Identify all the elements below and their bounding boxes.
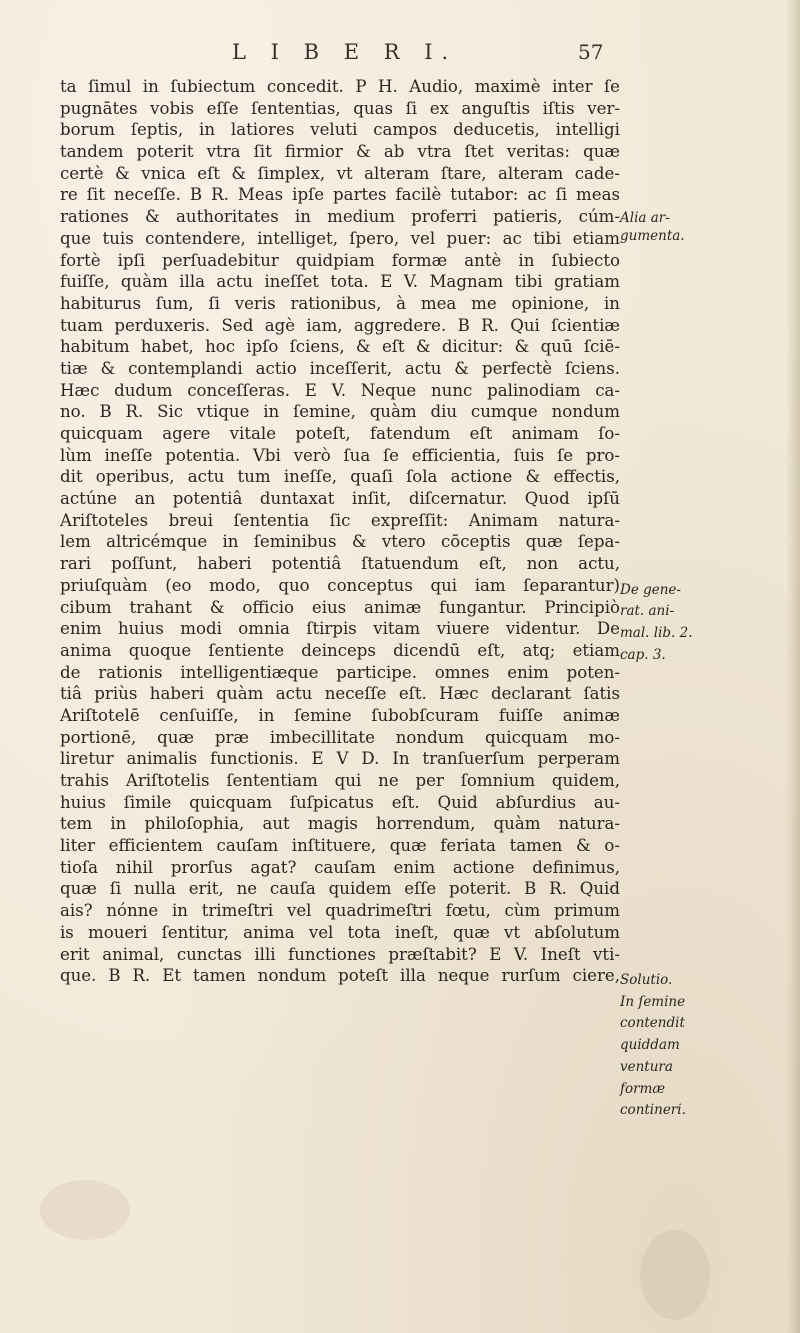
running-head-title: L I B E R I. [232, 40, 458, 64]
running-head [0, 40, 800, 66]
margin-note-in-semine-line: contendit [620, 1015, 685, 1031]
text-line: tiâ priùs haberi quàm actu neceſſe eſt. Hæc declarant ſatis [60, 684, 620, 704]
text-line: priuſquàm (eo modo, quo conceptus qui iam ſeparantur) [60, 575, 620, 595]
text-line: cibum trahant & officio eius animæ fungantur. Principiò [60, 597, 620, 617]
text-line: rationes & authoritates in medium proferri patieris, cúm- [60, 207, 620, 227]
text-line: is moueri ſentitur, anima vel tota ineſt, quæ vt abſolutum [60, 922, 620, 942]
text-line: tiæ & contemplandi actio inceſſerit, actu & perfectè ſciens. [60, 358, 620, 378]
text-line: no. B R. Sic vtique in ſemine, quàm diu cumque nondum [60, 402, 620, 422]
margin-note-alia-argumenta-line: Alia ar- [620, 210, 670, 226]
text-line: Ariſtoteles breui ſententia ſic expreſſit: Animam natura- [60, 510, 620, 530]
page-number: 57 [578, 40, 604, 64]
margin-note-in-semine-line: quiddam [620, 1037, 680, 1053]
text-line: habiturus ſum, ſi veris rationibus, à mea me opinione, in [60, 293, 620, 313]
paper-stain [640, 1230, 710, 1320]
text-line: ta ſimul in ſubiectum concedit. P H. Audio, maximè inter ſe [60, 77, 620, 96]
margin-note-in-semine-line: ventura [620, 1059, 673, 1075]
text-line: huius ſimile quicquam ſuſpicatus eſt. Quid abſurdius au- [60, 792, 620, 812]
text-line: fortè ipſi perſuadebitur quidpiam formæ antè in ſubiecto [60, 250, 620, 270]
text-line: que tuis contendere, intelliget, ſpero, vel puer: ac tibi etiam [60, 228, 620, 248]
text-line: fuiſſe, quàm illa actu ineſſet tota. E V. Magnam tibi gratiam [60, 272, 620, 292]
margin-note-in-semine-line: In ſemine [620, 994, 686, 1010]
text-line: quicquam agere vitale poteſt, fatendum eſt animam ſo- [60, 424, 620, 443]
text-line: tuam perduxeris. Sed agè iam, aggredere. B R. Qui ſcientiæ [60, 315, 620, 335]
margin-note-alia-argumenta-line: gumenta. [620, 228, 685, 244]
text-line: lùm ineſſe potentia. Vbi verò ſua ſe efficientia, ſuis ſe pro- [60, 445, 620, 465]
text-line: tem in philoſophia, aut magis horrendum, quàm natura- [60, 814, 620, 834]
text-line: habitum habet, hoc ipſo ſciens, & eſt & dicitur: & quū ſciē- [60, 337, 620, 357]
text-line: de rationis intelligentiæque participe. omnes enim poten- [60, 662, 620, 682]
text-line: trahis Ariſtotelis ſententiam qui ne per ſomnium quidem, [60, 771, 620, 790]
text-line: anima quoque ſentiente deinceps dicendū eſt, atq; etiam [60, 640, 620, 660]
text-line: quæ ſi nulla erit, ne cauſa quidem eſſe poterit. B R. Quid [60, 879, 620, 899]
margin-note-de-generatione-line: cap. 3. [620, 647, 666, 663]
text-line: Hæc dudum conceſſeras. E V. Neque nunc palinodiam ca- [60, 380, 620, 400]
text-line: erit animal, cunctas illi functiones præſtabit? E V. Ineſt vti- [60, 944, 620, 964]
text-line: actúne an potentiâ duntaxat inſit, diſcernatur. Quod ipſū [60, 489, 620, 509]
text-line: tioſa nihil prorſus agat? cauſam enim actione definimus, [60, 857, 620, 877]
text-line: liretur animalis functionis. E V D. In tranſuerſum perperam [60, 749, 620, 769]
page-edge-shadow [786, 0, 800, 1333]
text-line: tandem poterit vtra ſit firmior & ab vtra ſtet veritas: quæ [60, 142, 620, 162]
margin-note-de-generatione-line: rat. ani- [620, 603, 675, 619]
text-line: borum ſeptis, in latiores veluti campos deducetis, intelligi [60, 120, 620, 140]
text-line: portionē, quæ præ imbecillitate nondum quicquam mo- [60, 727, 620, 747]
text-line: rari poſſunt, haberi potentiâ ſtatuendum eſt, non actu, [60, 554, 620, 574]
text-line: certè & vnica eſt & ſimplex, vt alteram ſtare, alteram cade- [60, 163, 620, 183]
paper-stain [40, 1180, 130, 1240]
text-line: liter efficientem cauſam inſtituere, quæ feriata tamen & o- [60, 836, 620, 856]
margin-note-de-generatione-line: mal. lib. 2. [620, 625, 693, 641]
text-line: que. B R. Et tamen nondum poteſt illa neque rurſum ciere, [60, 966, 620, 986]
margin-note-solutio: Solutio. [620, 972, 673, 988]
margin-note-in-semine-line: contineri. [620, 1102, 686, 1118]
text-line: pugnātes vobis eſſe ſententias, quas ſi ex anguſtis iſtis ver- [60, 98, 620, 118]
margin-note-de-generatione-line: De gene- [620, 582, 681, 598]
text-line: enim huius modi omnia ſtirpis vitam viuere videntur. De [60, 619, 620, 639]
text-line: ais? nónne in trimeſtri vel quadrimeſtri fœtu, cùm primum [60, 901, 620, 921]
text-line: dit operibus, actu tum ineſſe, quaſi ſola actione & effectis, [60, 467, 620, 487]
text-line: re ſit neceſſe. B R. Meas ipſe partes facilè tutabor: ac ſi meas [60, 185, 620, 205]
text-line: lem altricémque in ſeminibus & vtero cōceptis quæ ſepa- [60, 532, 620, 552]
text-line: Ariſtotelē cenſuiſſe, in ſemine ſubobſcuram fuiſſe animæ [60, 705, 620, 725]
main-text-block [60, 76, 620, 987]
margin-note-in-semine-line: formæ [620, 1081, 666, 1097]
